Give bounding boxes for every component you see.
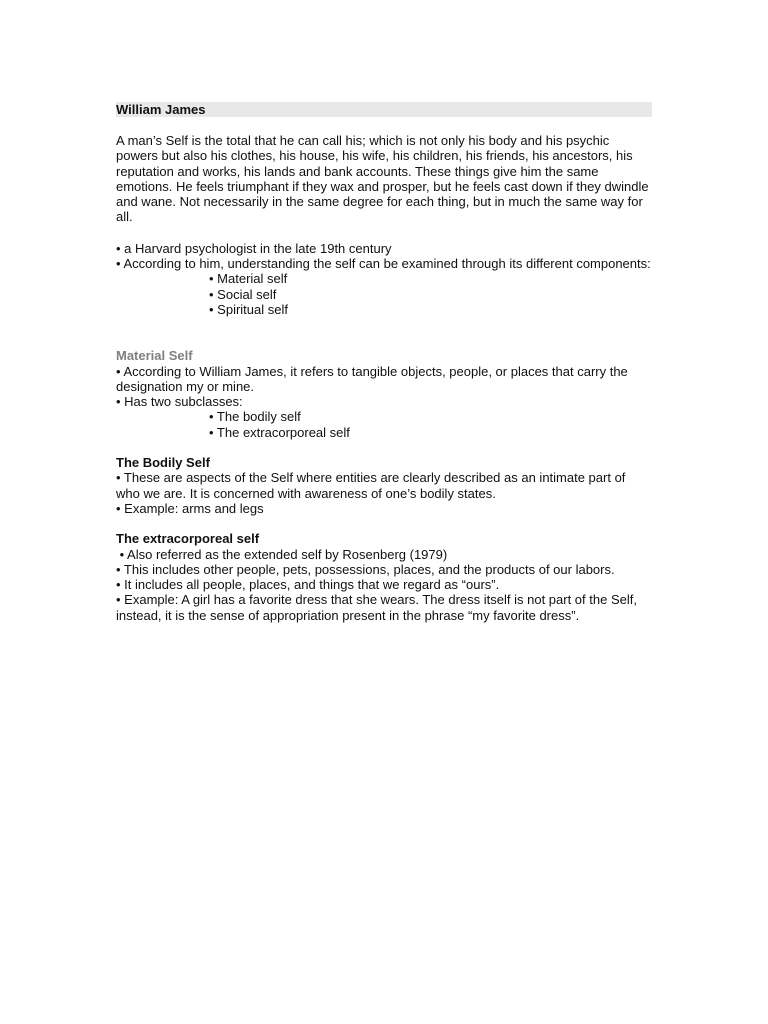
bodily-bullet-2: • Example: arms and legs [116, 500, 264, 516]
material-heading: Material Self [116, 348, 193, 364]
subclass-bodily: • The bodily self [209, 409, 301, 425]
intro-bullet-2: • According to him, understanding the self can be examined through its different components: [116, 256, 651, 272]
bodily-section [116, 455, 652, 516]
component-material: • Material self [209, 271, 288, 287]
quote-paragraph: A man’s Self is the total that he can call his; which is not only his body and his psychic powers but also his clothes, his house, his wife, his children, his friends, his ancestors, his reputation and works, his lands and bank accounts. These things give him the same emotions. He feels triumphant if they wax and prosper, but he feels cast down if they dwindle and wane. Not necessarily in the same degree for each thing, but in much the same way for all. [116, 133, 649, 225]
subclass-extracorporeal: • The extracorporeal self [209, 424, 350, 440]
component-social: • Social self [209, 286, 277, 302]
document-title: William James [116, 102, 652, 117]
document-page [116, 102, 652, 638]
bodily-heading: The Bodily Self [116, 455, 210, 471]
component-spiritual: • Spiritual self [209, 301, 288, 317]
material-bullet-2: • Has two subclasses: [116, 394, 243, 410]
extracorporeal-bullet-4: • Example: A girl has a favorite dress that she wears. The dress itself is not part of the Self, instead, it is the sense of appropriation present in the phrase “my favorite dress”. [116, 592, 637, 623]
intro-bullet-1: • a Harvard psychologist in the late 19th century [116, 240, 392, 256]
extracorporeal-bullet-3: • It includes all people, places, and things that we regard as “ours”. [116, 577, 500, 593]
extracorporeal-heading: The extracorporeal self [116, 531, 260, 547]
material-bullet-1: • According to William James, it refers to tangible objects, people, or places that carry the designation my or mine. [116, 363, 628, 394]
extracorporeal-section [116, 531, 652, 623]
extracorporeal-bullet-2: • This includes other people, pets, possessions, places, and the products of our labors. [116, 561, 615, 577]
material-section [116, 348, 652, 440]
intro-section [116, 241, 652, 317]
extracorporeal-bullet-1: • Also referred as the extended self by Rosenberg (1979) [116, 546, 448, 562]
bodily-bullet-1: • These are aspects of the Self where entities are clearly described as an intimate part of who we are. It is concerned with awareness of one’s bodily states. [116, 470, 626, 501]
